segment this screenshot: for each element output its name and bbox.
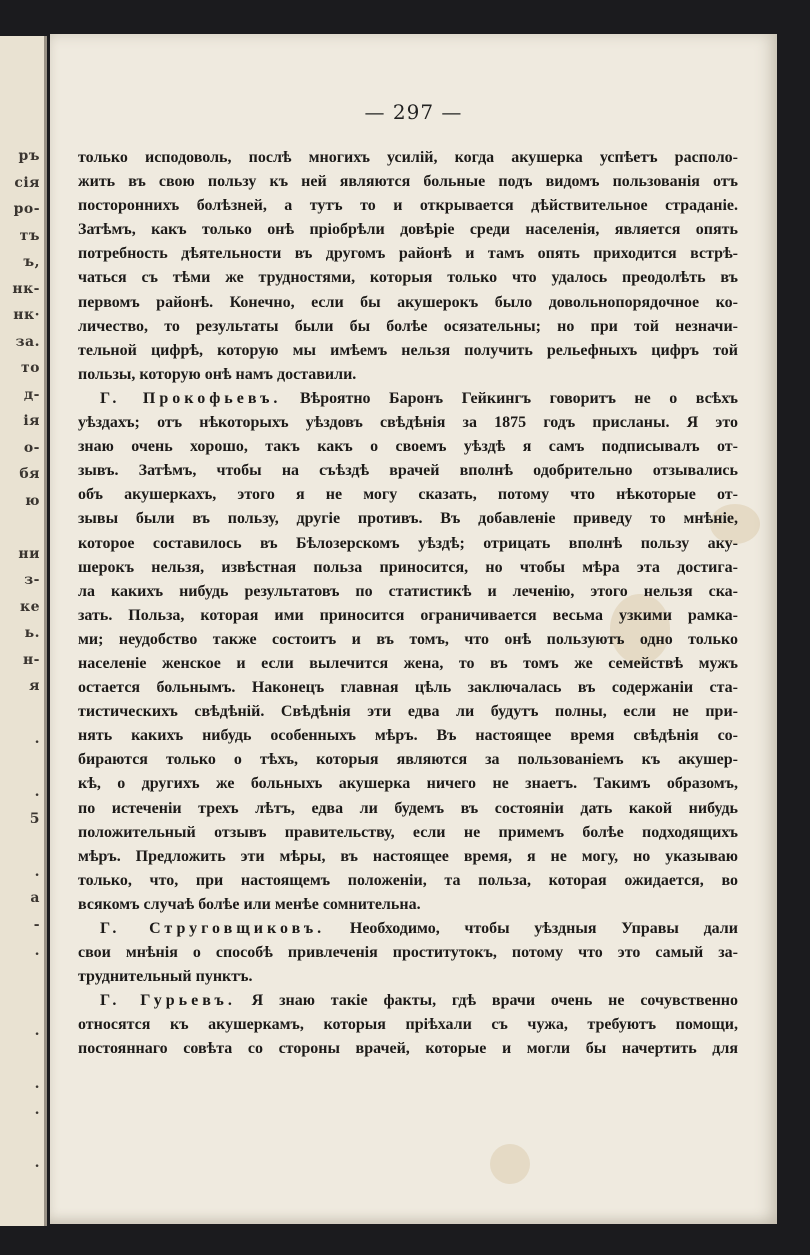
facing-page-edge — [0, 36, 47, 1226]
text-line: потребность дѣятельности въ другомъ районѣ и тамъ опять приходится встрѣ- — [78, 245, 738, 263]
text-line: Затѣмъ, какъ только онѣ пріобрѣли довѣріе среди населенія, является опять — [78, 221, 738, 239]
text-line: остается больнымъ. Наконецъ главная цѣль заключалась въ содержаніи ста- — [78, 679, 738, 697]
speaker-paragraph-start — [78, 917, 738, 941]
paper-stain — [490, 1144, 530, 1184]
text-line: шерокъ нельзя, извѣстная польза приносится, но чтобы мѣра эта достига- — [78, 558, 738, 576]
text-line: бираются только о тѣхъ, которыя являются за пользованіемъ къ акушер- — [78, 751, 738, 769]
text-line: тистическихъ свѣдѣній. Свѣдѣнія эти едва ли будутъ полны, если не при- — [78, 703, 738, 721]
facing-page-text-fragment: сія — [14, 174, 40, 191]
facing-page-text-fragment: тъ — [19, 227, 40, 244]
facing-page-text-fragment: ке — [19, 598, 40, 615]
speaker-text: Я знаю такіе факты, гдѣ врачи очень не сочувственно — [251, 992, 739, 1010]
speaker-text: Вѣроятно Баронъ Гейкингъ говоритъ не о всѣхъ — [299, 389, 739, 407]
text-line: нять какихъ нибудь особенныхъ мѣръ. Въ настоящее время свѣдѣнія со- — [78, 727, 738, 745]
text-line: кѣ, о другихъ же больныхъ акушерка ничего не знаетъ. Такимъ образомъ, — [78, 775, 738, 793]
facing-page-text-fragment: . — [34, 731, 40, 747]
text-line: чаться съ тѣми же трудностями, которыя только что удалось преодолѣть въ — [78, 269, 738, 287]
facing-page-text-fragment: - — [33, 916, 40, 933]
facing-page-text-fragment: ни — [18, 545, 40, 562]
facing-page-text-fragment: я — [29, 678, 40, 694]
text-line: уѣздахъ; отъ нѣкоторыхъ уѣздовъ свѣдѣнія за 1875 годъ присланы. Я это — [78, 414, 738, 432]
facing-page-text-fragment: ю — [25, 492, 40, 509]
facing-page-text-fragment: . — [34, 784, 40, 800]
page-number: — 297 — — [364, 100, 463, 124]
text-line: объ акушеркахъ, этого я не могу сказать, потому что нѣкоторые от- — [78, 486, 738, 504]
text-line: зывы были въ пользу, другіе противъ. Въ добавленіе приведу то мнѣніе, — [78, 510, 738, 528]
text-line: ми; неудобство также состоитъ и въ томъ, что онѣ пользуютъ одно только — [78, 630, 738, 648]
text-line: по истеченіи трехъ лѣтъ, едва ли будемъ въ состояніи дать какой нибудь — [78, 799, 738, 817]
facing-page-text-fragment: ро- — [13, 201, 40, 217]
facing-page-text-fragment: . — [34, 1075, 40, 1092]
facing-page-text-fragment: з- — [24, 572, 40, 588]
facing-page-text-fragment: бя — [19, 466, 40, 482]
speaker-text: Необходимо, чтобы уѣздныя Управы дали — [349, 920, 738, 937]
speaker-name: Г. Струговщиковъ. — [100, 920, 326, 937]
speaker-name: Г. Гурьевъ. — [100, 992, 236, 1010]
text-line: знаю очень хорошо, такъ какъ о своемъ уѣздѣ я самъ подписывалъ от- — [78, 438, 738, 456]
facing-page-text-fragment: 5 — [29, 810, 40, 827]
facing-page-text-fragment: . — [34, 1102, 40, 1118]
facing-page-text-fragment: ь. — [24, 625, 40, 641]
facing-page-text-fragment: . — [34, 863, 40, 880]
text-line: тельной цифрѣ, которую мы имѣемъ нельзя получить рельефныхъ цифръ той — [78, 341, 738, 359]
text-line: ла какихъ нибудь результатовъ по статистикѣ и леченію, этого нельзя ска- — [78, 582, 738, 600]
speaker-paragraph-start — [78, 387, 738, 411]
text-line: свои мнѣнія о способѣ привлеченія проститутокъ, потому что это самый за- — [78, 944, 738, 962]
text-line: зать. Польза, которая ими приносится ограничивается весьма узкими рамка- — [78, 606, 738, 624]
facing-page-text-fragment: ія — [23, 413, 40, 429]
text-line: пользы, которую онѣ намъ доставили. — [78, 365, 357, 383]
speaker-paragraph-start — [78, 989, 738, 1013]
text-line: личество, то результаты были бы болѣе осязательны; но при той незначи- — [78, 317, 738, 335]
facing-page-text-fragment: . — [34, 1022, 40, 1039]
facing-page-text-fragment: д- — [23, 386, 40, 403]
facing-page-text-fragment: . — [34, 1155, 40, 1171]
facing-page-text-fragment: н- — [22, 651, 40, 668]
facing-page-text-fragment: ръ — [18, 148, 40, 164]
facing-page-text-fragment: то — [20, 360, 40, 376]
text-line: постороннихъ болѣзней, а тутъ то и открывается дѣйствительное страданіе. — [78, 197, 738, 215]
text-line: относятся къ акушеркамъ, которыя пріѣхали съ чужа, требуютъ помощи, — [78, 1016, 738, 1034]
facing-page-text-fragment: ъ, — [23, 254, 40, 270]
facing-page-text-fragment: о- — [23, 439, 40, 456]
facing-page-text-fragment: нк· — [13, 307, 40, 323]
text-line: мѣръ. Предложить эти мѣры, въ настоящее время, я не могу, но указываю — [78, 847, 738, 865]
facing-page-text-fragment: а — [30, 890, 40, 906]
text-line: положительный отзывъ правительству, если не примемъ болѣе подходящихъ — [78, 823, 738, 841]
text-line: населеніе женское и если вылечится жена, то въ томъ же семействѣ мужъ — [78, 654, 738, 672]
speaker-name: Г. Прокофьевъ. — [100, 389, 282, 407]
text-line: жить въ свою пользу къ ней являются больные подъ видомъ пользованія отъ — [78, 173, 738, 191]
text-line: зывъ. Затѣмъ, чтобы на съѣздѣ врачей вполнѣ одобрительно отзывались — [78, 462, 738, 480]
text-line: постояннаго совѣта со стороны врачей, которые и могли бы начертить для — [78, 1040, 738, 1058]
text-line: которое составилось въ Бѣлозерскомъ уѣздѣ; отрицать вполнѣ пользу аку- — [78, 534, 738, 552]
book-page — [50, 34, 777, 1224]
page-body-text — [78, 146, 738, 1062]
facing-page-text-fragment: нк- — [12, 280, 40, 297]
text-line: всякомъ случаѣ болѣе или менѣе сомнительна. — [78, 895, 421, 913]
text-line: только, что, при настоящемъ положеніи, та польза, которая ожидается, во — [78, 871, 738, 889]
text-line: первомъ районѣ. Конечно, если бы акушерокъ было довольнопорядочное ко- — [78, 293, 738, 311]
text-line: только исподоволь, послѣ многихъ усилій, когда акушерка успѣетъ располо- — [78, 149, 738, 166]
facing-page-text-fragment: . — [34, 943, 40, 959]
text-line: труднительный пунктъ. — [78, 968, 253, 986]
facing-page-text-fragment: за. — [15, 333, 40, 350]
